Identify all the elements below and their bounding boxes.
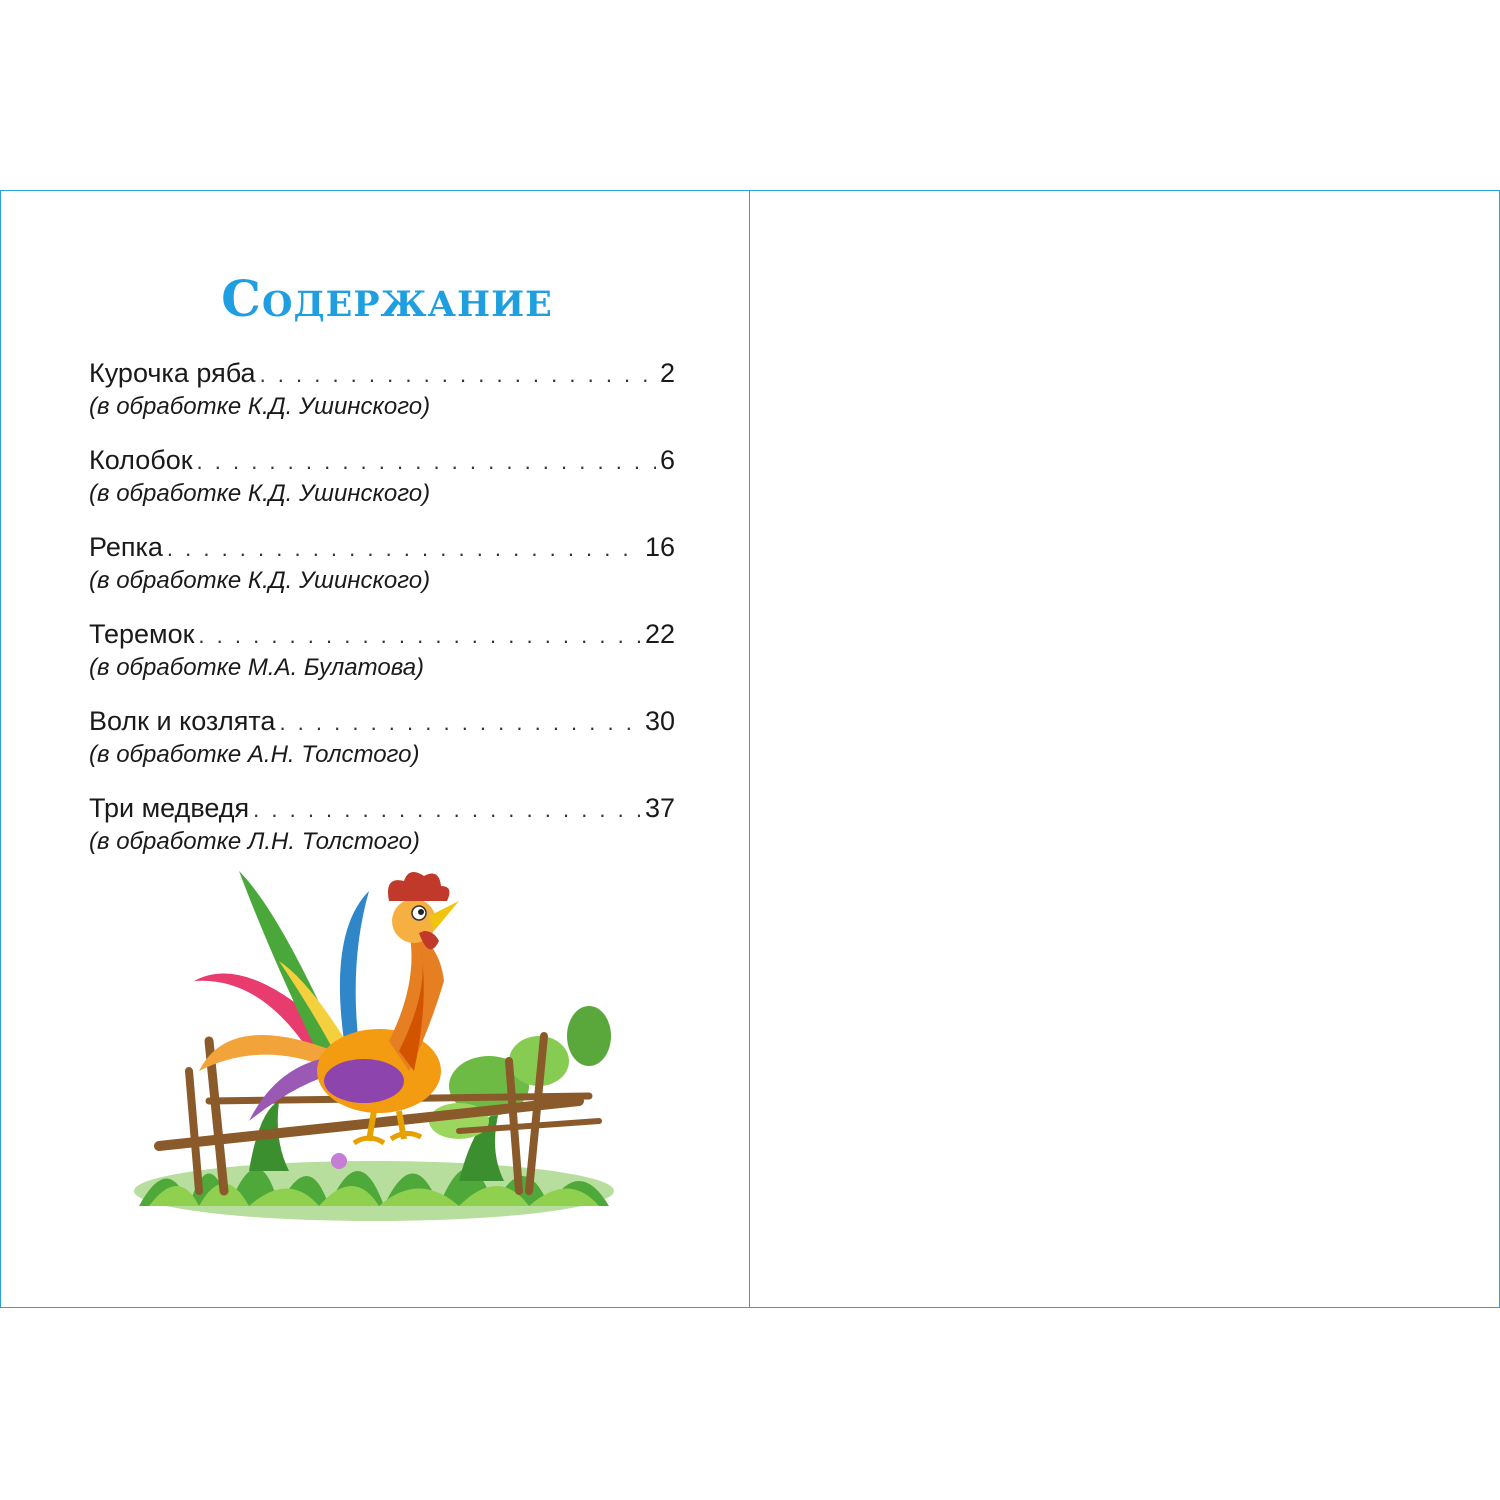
- toc-entry[interactable]: [89, 705, 675, 769]
- toc-entry-adapter: (в обработке М.А. Булатова): [89, 654, 425, 681]
- dot-leader: [198, 620, 641, 652]
- toc-entry-adapter: (в обработке К.Д. Ушинского): [89, 480, 431, 507]
- toc-entry[interactable]: [89, 792, 675, 856]
- toc-entry-title: Теремок: [89, 619, 195, 649]
- toc-entry-adapter: (в обработке К.Д. Ушинского): [89, 567, 431, 594]
- toc-entry-page: 2: [659, 358, 675, 388]
- toc-entry-adapter: (в обработке Л.Н. Толстого): [89, 828, 420, 855]
- toc-entry[interactable]: [89, 531, 675, 595]
- toc-entry-page: 16: [644, 532, 675, 562]
- dot-leader: [253, 794, 641, 826]
- toc-entry[interactable]: [89, 618, 675, 682]
- toc-entry-title: Курочка ряба: [89, 358, 256, 388]
- table-of-contents: [89, 357, 675, 879]
- dot-leader: [260, 359, 656, 391]
- rooster-on-fence-illustration: [129, 871, 619, 1221]
- dot-leader: [197, 446, 656, 478]
- toc-entry-title: Волк и козлята: [89, 706, 276, 736]
- toc-entry-title: Три медведя: [89, 793, 250, 823]
- toc-entry-title: Репка: [89, 532, 163, 562]
- toc-entry-page: 37: [644, 793, 675, 823]
- toc-entry-page: 6: [659, 445, 675, 475]
- dot-leader: [279, 707, 641, 739]
- toc-entry-page: 22: [644, 619, 675, 649]
- toc-entry[interactable]: [89, 357, 675, 421]
- book-spread: [0, 190, 1500, 1308]
- dot-leader: [167, 533, 641, 565]
- toc-entry[interactable]: [89, 444, 675, 508]
- page-title: Содержание: [221, 269, 553, 328]
- toc-entry-page: 30: [644, 706, 675, 736]
- right-page: [751, 191, 1499, 1307]
- left-page: [1, 191, 750, 1307]
- toc-entry-adapter: (в обработке К.Д. Ушинского): [89, 393, 431, 420]
- toc-entry-title: Колобок: [89, 445, 193, 475]
- toc-entry-adapter: (в обработке А.Н. Толстого): [89, 741, 420, 768]
- rooster: [317, 872, 459, 1143]
